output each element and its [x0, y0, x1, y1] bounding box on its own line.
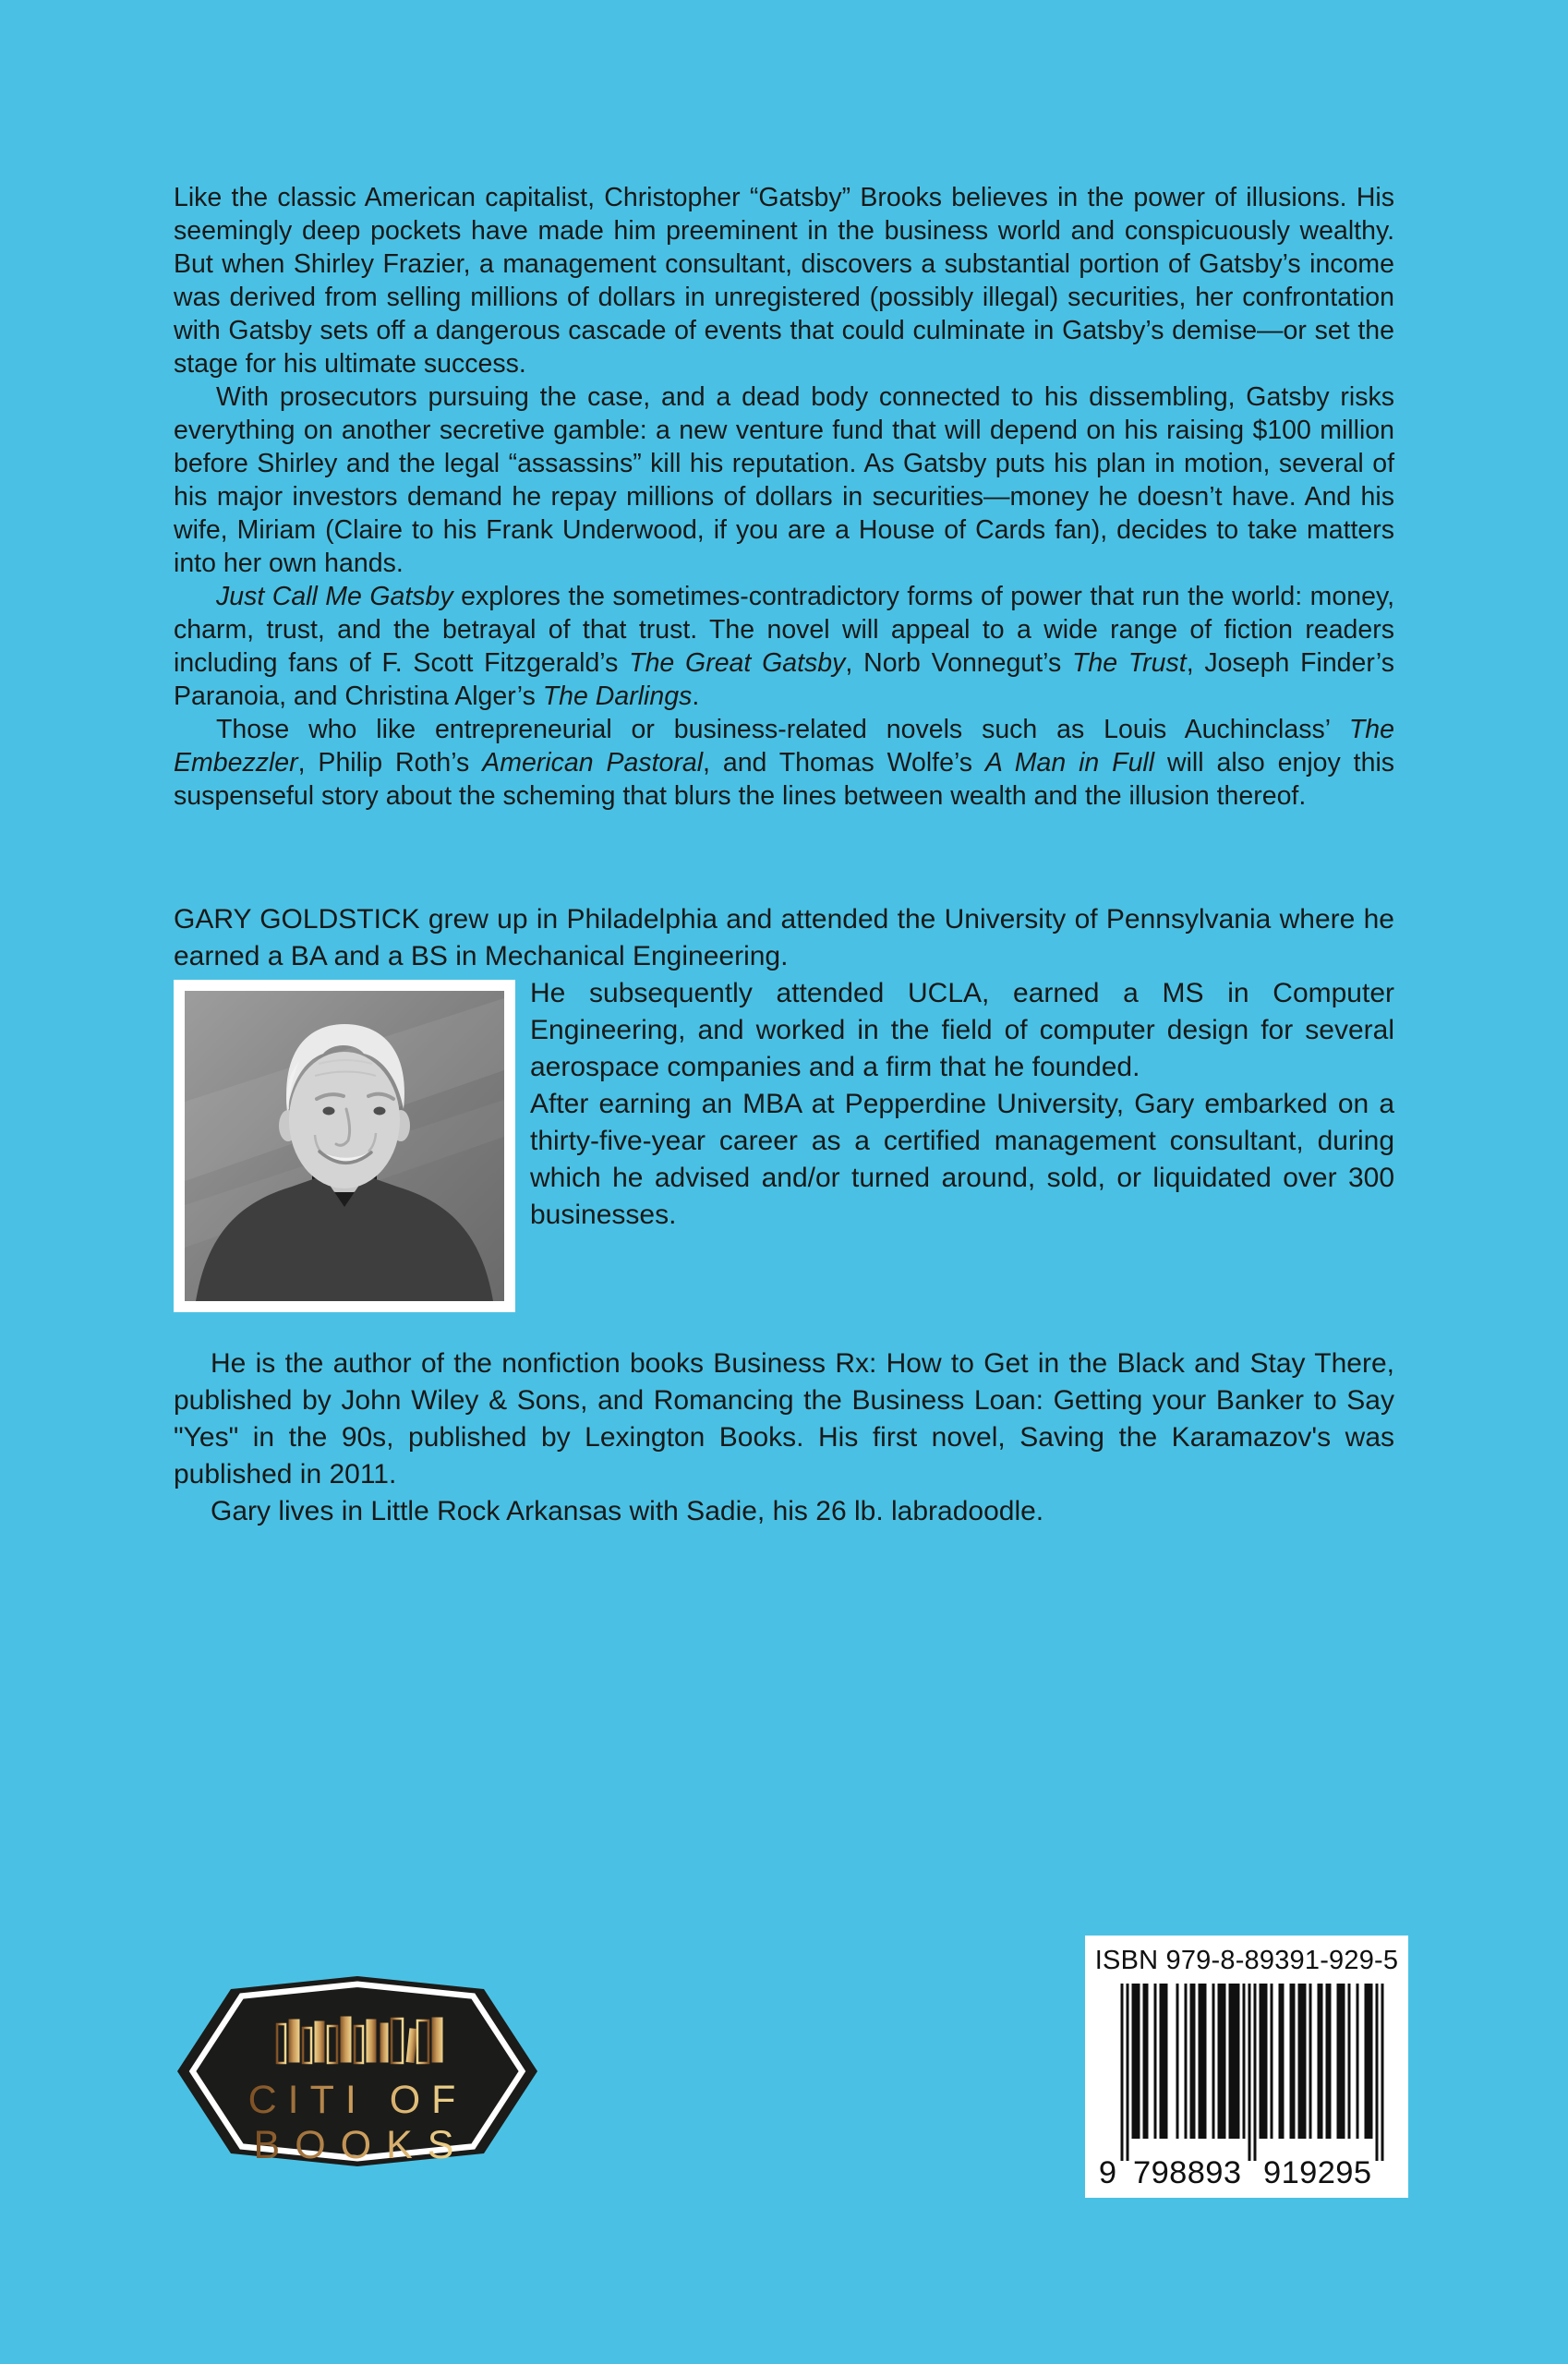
isbn-label: ISBN 979-8-89391-929-5: [1094, 1946, 1399, 1975]
synopsis-paragraph-1: Like the classic American capitalist, Christopher “Gatsby” Brooks believes in the power of illusions. His seemingly deep pockets have made him preeminent in the business world and conspicuously wealthy. But when Shirley Frazier, a management consultant, discovers a substantial portion of Gatsby’s income was derived from selling millions of dollars in unregistered (possibly illegal) securities, her confrontation with Gatsby sets off a dangerous cascade of events that could culminate in Gatsby’s demise—or set the stage for his ultimate success.: [174, 183, 1394, 379]
portrait-eye-left: [323, 1107, 335, 1116]
barcode-bars: [1097, 1978, 1396, 2189]
author-portrait-illustration: [185, 991, 504, 1301]
barcode-digit-group-2: 919295: [1263, 2155, 1371, 2189]
publisher-logo: [177, 1954, 537, 2189]
synopsis-paragraph-3: Just Call Me Gatsby explores the sometimes-contradictory forms of power that run the world: money, charm, trust, and the betrayal of that trust. The novel will appeal to a wide range of fiction readers including fans of F. Scott Fitzgerald’s The Great Gatsby, Norb Vonnegut’s The Trust, Joseph Finder’s Paranoia, and Christina Alger’s The Darlings.: [174, 582, 1394, 711]
bio-paragraph-books: He is the author of the nonfiction books Business Rx: How to Get in the Black and Stay There, published by John Wiley & Sons, and Romancing the Business Loan: Getting your Banker to Say "Yes" in the 90s, published by Lexington Books. His first novel, Saving the Karamazov's was published in 2011.: [174, 1348, 1394, 1490]
publisher-badge: [177, 1954, 537, 2189]
isbn-barcode: [1085, 1936, 1408, 2198]
author-bio: [174, 901, 1394, 1530]
bio-intro: GARY GOLDSTICK grew up in Philadelphia and attended the University of Pennsylvania where he earned a BA and a BS in Mechanical Engineering.: [174, 904, 1394, 971]
logo-line2: BOOKS: [253, 2123, 469, 2167]
synopsis-paragraph-4: Those who like entrepreneurial or business-related novels such as Louis Auchinclass’ The Embezzler, Philip Roth’s American Pastoral, and Thomas Wolfe’s A Man in Full will also enjoy this suspenseful story about the scheming that blurs the lines between wealth and the illusion thereof.: [174, 715, 1395, 811]
barcode-digit-group-1: 798893: [1133, 2155, 1241, 2189]
back-cover-content: [174, 0, 1394, 1530]
bio-paragraph-career: After earning an MBA at Pepperdine University, Gary embarked on a thirty-five-year career as a certified management consultant, during which he advised and/or turned around, sold, or liquidated over 300 businesses.: [530, 1089, 1394, 1230]
barcode-digit-left: 9: [1098, 2155, 1116, 2189]
logo-line1: CITI OF: [247, 2078, 467, 2122]
portrait-eye-right: [374, 1107, 386, 1116]
author-photo: [174, 980, 515, 1312]
synopsis-paragraph-2: With prosecutors pursuing the case, and a dead body connected to his dissembling, Gatsby risks everything on another secretive gamble: a new venture fund that will depend on his raising $100 million before Shirley and the legal “assassins” kill his reputation. As Gatsby puts his plan in motion, several of his major investors demand he repay millions of dollars in securities—money he doesn’t have. And his wife, Miriam (Claire to his Frank Underwood, if you are a House of Cards fan), decides to take matters into her own hands.: [174, 382, 1394, 578]
synopsis: [174, 181, 1394, 813]
bio-paragraph-home: Gary lives in Little Rock Arkansas with Sadie, his 26 lb. labradoodle.: [211, 1496, 1044, 1526]
bio-paragraph-education: He subsequently attended UCLA, earned a MS in Computer Engineering, and worked in the field of computer design for several aerospace companies and a firm that he founded.: [530, 978, 1394, 1082]
